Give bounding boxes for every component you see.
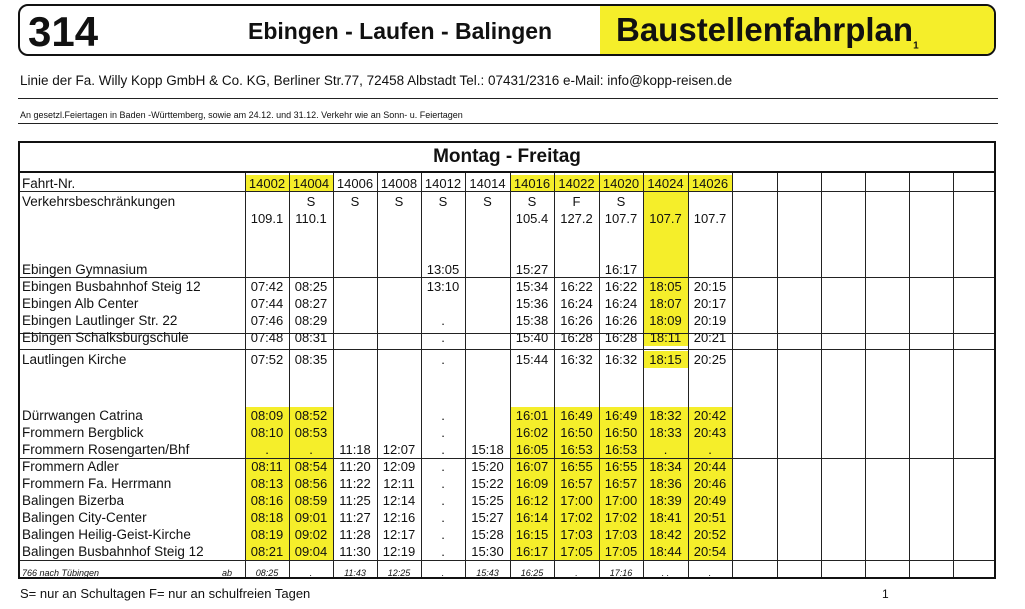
connection-time: . .: [661, 568, 670, 578]
departure-time: 11:27: [339, 510, 371, 525]
departure-time: 17:02: [560, 510, 593, 525]
departure-time: .: [441, 493, 445, 508]
departure-time: .: [265, 442, 269, 457]
departure-time: 16:49: [604, 408, 638, 423]
departure-time: .: [441, 442, 445, 457]
departure-time: 18:09: [649, 313, 682, 328]
departure-time: 15:18: [471, 442, 504, 457]
departure-time: 16:05: [515, 442, 549, 457]
departure-time: 18:42: [649, 527, 682, 542]
trip-number: 14014: [469, 176, 506, 191]
row-separator: [20, 191, 994, 192]
trip-number: 14024: [647, 176, 684, 191]
trip-restriction: S: [527, 194, 537, 209]
trip-number: 14004: [292, 176, 330, 191]
departure-time: 08:52: [294, 408, 328, 423]
departure-time: 12:09: [382, 459, 416, 474]
column-divider: [777, 173, 778, 577]
departure-time: 08:27: [294, 296, 328, 311]
stop-name: Dürrwangen Catrina: [22, 408, 143, 423]
connection-time: .: [708, 568, 712, 578]
departure-time: 16:57: [604, 476, 638, 491]
trip-number: 14016: [513, 176, 551, 191]
departure-time: 09:01: [294, 510, 328, 525]
departure-time: 15:22: [471, 476, 504, 491]
departure-time: 12:19: [382, 544, 416, 559]
departure-time: 20:43: [693, 425, 727, 440]
stop-name: Balingen Heilig-Geist-Kirche: [22, 527, 191, 542]
departure-time: 16:26: [560, 313, 593, 328]
departure-time: 20:21: [693, 330, 727, 345]
trip-restriction: S: [438, 194, 448, 209]
departure-time: 08:19: [250, 527, 284, 542]
departure-time: 16:53: [560, 442, 593, 457]
departure-time: .: [441, 527, 445, 542]
column-divider: [865, 173, 866, 577]
departure-time: 15:40: [515, 330, 549, 345]
departure-time: 08:35: [294, 352, 328, 367]
departure-time: 16:28: [560, 330, 593, 345]
departure-time: 11:22: [339, 476, 371, 491]
departure-time: 16:57: [560, 476, 593, 491]
departure-time: 08:21: [250, 544, 284, 559]
trip-number-label: Fahrt-Nr.: [22, 176, 76, 191]
trip-km: 127.2: [560, 211, 593, 226]
departure-time: 16:55: [604, 459, 638, 474]
departure-time: 16:24: [604, 296, 638, 311]
departure-time: 20:19: [693, 313, 727, 328]
departure-time: 15:27: [515, 262, 549, 277]
schedule-title-text: Baustellenfahrplan: [616, 11, 914, 48]
departure-time: 12:17: [382, 527, 416, 542]
departure-time: 07:52: [250, 352, 284, 367]
departure-time: 18:15: [649, 352, 682, 367]
days-heading: Montag - Freitag: [20, 143, 994, 173]
departure-time: 08:11: [251, 459, 283, 474]
stop-name: Frommern Bergblick: [22, 425, 144, 440]
departure-time: 16:17: [604, 262, 638, 277]
departure-time: 16:12: [515, 493, 549, 508]
departure-time: 08:10: [250, 425, 284, 440]
trip-number: 14006: [336, 176, 374, 191]
departure-time: 17:00: [604, 493, 638, 508]
connection-name: 766 nach Tübingen: [22, 568, 100, 578]
departure-time: 08:53: [294, 425, 328, 440]
departure-time: 17:00: [560, 493, 593, 508]
departure-time: 18:41: [649, 510, 682, 525]
departure-time: .: [441, 459, 445, 474]
departure-time: 08:25: [294, 279, 328, 294]
connection-ab: ab: [221, 568, 232, 578]
departure-time: 18:05: [649, 279, 682, 294]
departure-time: 20:52: [693, 527, 727, 542]
departure-time: 08:09: [250, 408, 284, 423]
connection-time: 17:16: [609, 568, 633, 578]
departure-time: 16:14: [515, 510, 549, 525]
departure-time: 15:27: [471, 510, 504, 525]
departure-time: 15:30: [471, 544, 504, 559]
trip-restriction: S: [350, 194, 360, 209]
departure-time: 16:28: [604, 330, 638, 345]
connection-time: .: [441, 568, 445, 578]
departure-time: 16:22: [604, 279, 638, 294]
connection-time: 12:25: [387, 568, 411, 578]
departure-time: 11:28: [339, 527, 371, 542]
departure-time: .: [708, 442, 712, 457]
time-highlight: [643, 261, 688, 278]
departure-time: 08:16: [250, 493, 284, 508]
departure-time: 07:48: [250, 330, 284, 345]
departure-time: 20:42: [693, 408, 727, 423]
departure-time: .: [441, 510, 445, 525]
departure-time: .: [441, 425, 445, 440]
departure-time: 17:05: [604, 544, 638, 559]
departure-time: 08:54: [294, 459, 328, 474]
schedule-title: [600, 6, 996, 54]
trip-restriction: S: [483, 194, 492, 209]
stop-name: Balingen City-Center: [22, 510, 147, 525]
trip-restriction: F: [572, 194, 581, 209]
departure-time: 16:02: [515, 425, 549, 440]
departure-time: 11:30: [339, 544, 371, 559]
departure-time: 11:25: [339, 493, 371, 508]
departure-time: 16:09: [515, 476, 549, 491]
departure-time: 18:32: [649, 408, 682, 423]
departure-time: 16:32: [604, 352, 638, 367]
departure-time: 07:42: [250, 279, 284, 294]
departure-time: 13:05: [426, 262, 460, 277]
connection-time: .: [309, 568, 313, 578]
departure-time: 16:50: [604, 425, 638, 440]
departure-time: 18:34: [649, 459, 682, 474]
trip-restriction: S: [306, 194, 316, 209]
line-number: 314: [28, 8, 99, 55]
schedule-title-footnote: 1: [913, 40, 919, 52]
company-info: Linie der Fa. Willy Kopp GmbH & Co. KG, Berliner Str.77, 72458 Albstadt Tel.: 07431/2316 e-Mail: info@kopp-reisen.de: [20, 73, 733, 88]
departure-time: 07:44: [250, 296, 284, 311]
trip-km: 105.4: [515, 211, 549, 226]
column-divider: [732, 173, 733, 577]
connection-time: 11:43: [344, 568, 366, 578]
timetable-grid: [20, 173, 994, 577]
divider: [18, 98, 998, 99]
connection-time: 16:25: [520, 568, 544, 578]
stop-name: Balingen Bizerba: [22, 493, 125, 508]
row-separator: [20, 349, 994, 350]
departure-time: 11:18: [339, 442, 371, 457]
departure-time: 16:50: [560, 425, 593, 440]
stop-name: Ebingen Schalksburgschule: [22, 330, 189, 345]
departure-time: 20:51: [693, 510, 727, 525]
page-number: 1: [882, 587, 889, 601]
departure-time: 20:15: [693, 279, 727, 294]
departure-time: 16:17: [515, 544, 549, 559]
trip-km: 107.7: [649, 211, 682, 226]
trip-km: 107.7: [604, 211, 638, 226]
trip-number: 14026: [691, 176, 729, 191]
departure-time: 20:17: [693, 296, 727, 311]
departure-time: 16:07: [515, 459, 549, 474]
departure-time: 08:59: [294, 493, 328, 508]
restrictions-label: Verkehrsbeschränkungen: [22, 194, 176, 209]
departure-time: 18:11: [649, 330, 682, 345]
departure-time: .: [663, 442, 668, 457]
departure-time: 08:31: [294, 330, 328, 345]
departure-time: .: [441, 544, 445, 559]
departure-time: 07:46: [250, 313, 284, 328]
trip-number: 14008: [380, 176, 418, 191]
connection-time: 15:43: [476, 568, 499, 578]
departure-time: .: [441, 408, 445, 423]
legend: S= nur an Schultagen F= nur an schulfreien Tagen: [20, 586, 311, 601]
departure-time: 15:38: [515, 313, 549, 328]
departure-time: 16:26: [604, 313, 638, 328]
departure-time: 17:03: [604, 527, 638, 542]
header-box: [18, 4, 996, 56]
stop-name: Ebingen Gymnasium: [22, 262, 148, 277]
departure-time: 18:36: [649, 476, 682, 491]
trip-number: 14002: [248, 176, 286, 191]
departure-time: 15:44: [515, 352, 549, 367]
departure-time: 17:05: [560, 544, 593, 559]
departure-time: 20:54: [693, 544, 727, 559]
stop-name: Ebingen Lautlinger Str. 22: [22, 313, 178, 328]
departure-time: .: [441, 352, 445, 367]
departure-time: 08:56: [294, 476, 328, 491]
stop-name: Frommern Fa. Herrmann: [22, 476, 172, 491]
departure-time: 18:33: [649, 425, 682, 440]
departure-time: 12:14: [382, 493, 416, 508]
trip-restriction: S: [616, 194, 626, 209]
departure-time: 17:02: [604, 510, 638, 525]
departure-time: 08:29: [294, 313, 328, 328]
departure-time: 13:10: [426, 279, 460, 294]
column-divider: [909, 173, 910, 577]
departure-time: 08:18: [250, 510, 284, 525]
holiday-note: An gesetzl.Feiertagen in Baden -Württemberg, sowie am 24.12. und 31.12. Verkehr wie an Sonn- u. Feiertagen: [20, 110, 463, 120]
departure-time: 20:46: [693, 476, 727, 491]
departure-time: 11:20: [339, 459, 371, 474]
trip-km: 110.1: [295, 211, 327, 226]
connection-time: 08:25: [255, 568, 279, 578]
divider: [18, 123, 998, 124]
trip-km: 107.7: [693, 211, 727, 226]
route-title: Ebingen - Laufen - Balingen: [248, 18, 553, 44]
trip-number: 14012: [424, 176, 462, 191]
departure-time: 16:15: [515, 527, 549, 542]
stop-name: Ebingen Alb Center: [22, 296, 139, 311]
stop-name: Balingen Busbahnhof Steig 12: [22, 544, 204, 559]
departure-time: 18:44: [649, 544, 682, 559]
departure-time: 15:25: [471, 493, 504, 508]
departure-time: 09:04: [294, 544, 328, 559]
departure-time: 16:53: [604, 442, 638, 457]
departure-time: 15:28: [471, 527, 504, 542]
stop-name: Lautlingen Kirche: [22, 352, 127, 367]
trip-restriction: S: [394, 194, 404, 209]
departure-time: .: [309, 442, 313, 457]
departure-time: 20:44: [693, 459, 727, 474]
departure-time: 16:24: [560, 296, 593, 311]
timetable: [18, 141, 996, 579]
departure-time: 18:39: [649, 493, 682, 508]
departure-time: .: [441, 476, 445, 491]
departure-time: 16:55: [560, 459, 593, 474]
departure-time: 08:13: [250, 476, 284, 491]
departure-time: 20:25: [693, 352, 727, 367]
trip-number: 14020: [602, 176, 640, 191]
departure-time: .: [441, 330, 445, 345]
departure-time: 12:11: [383, 476, 415, 491]
departure-time: 15:34: [515, 279, 549, 294]
stop-name: Ebingen Busbahnhof Steig 12: [22, 279, 201, 294]
departure-time: 16:32: [560, 352, 593, 367]
connection-time: .: [575, 568, 578, 578]
departure-time: 16:22: [560, 279, 593, 294]
departure-time: 15:36: [515, 296, 549, 311]
stop-name: Frommern Adler: [22, 459, 119, 474]
column-divider: [953, 173, 954, 577]
stop-name: Frommern Rosengarten/Bhf: [22, 442, 190, 457]
departure-time: 17:03: [560, 527, 593, 542]
departure-time: 09:02: [294, 527, 328, 542]
trip-number: 14022: [558, 176, 595, 191]
departure-time: 15:20: [471, 459, 504, 474]
departure-time: 12:07: [382, 442, 416, 457]
departure-time: 18:07: [649, 296, 682, 311]
column-divider: [821, 173, 822, 577]
departure-time: 20:49: [693, 493, 727, 508]
departure-time: 16:01: [515, 408, 549, 423]
row-separator: [20, 560, 994, 561]
departure-time: 12:16: [382, 510, 416, 525]
trip-km: 109.1: [250, 211, 284, 226]
departure-time: 16:49: [560, 408, 593, 423]
departure-time: .: [441, 313, 445, 328]
